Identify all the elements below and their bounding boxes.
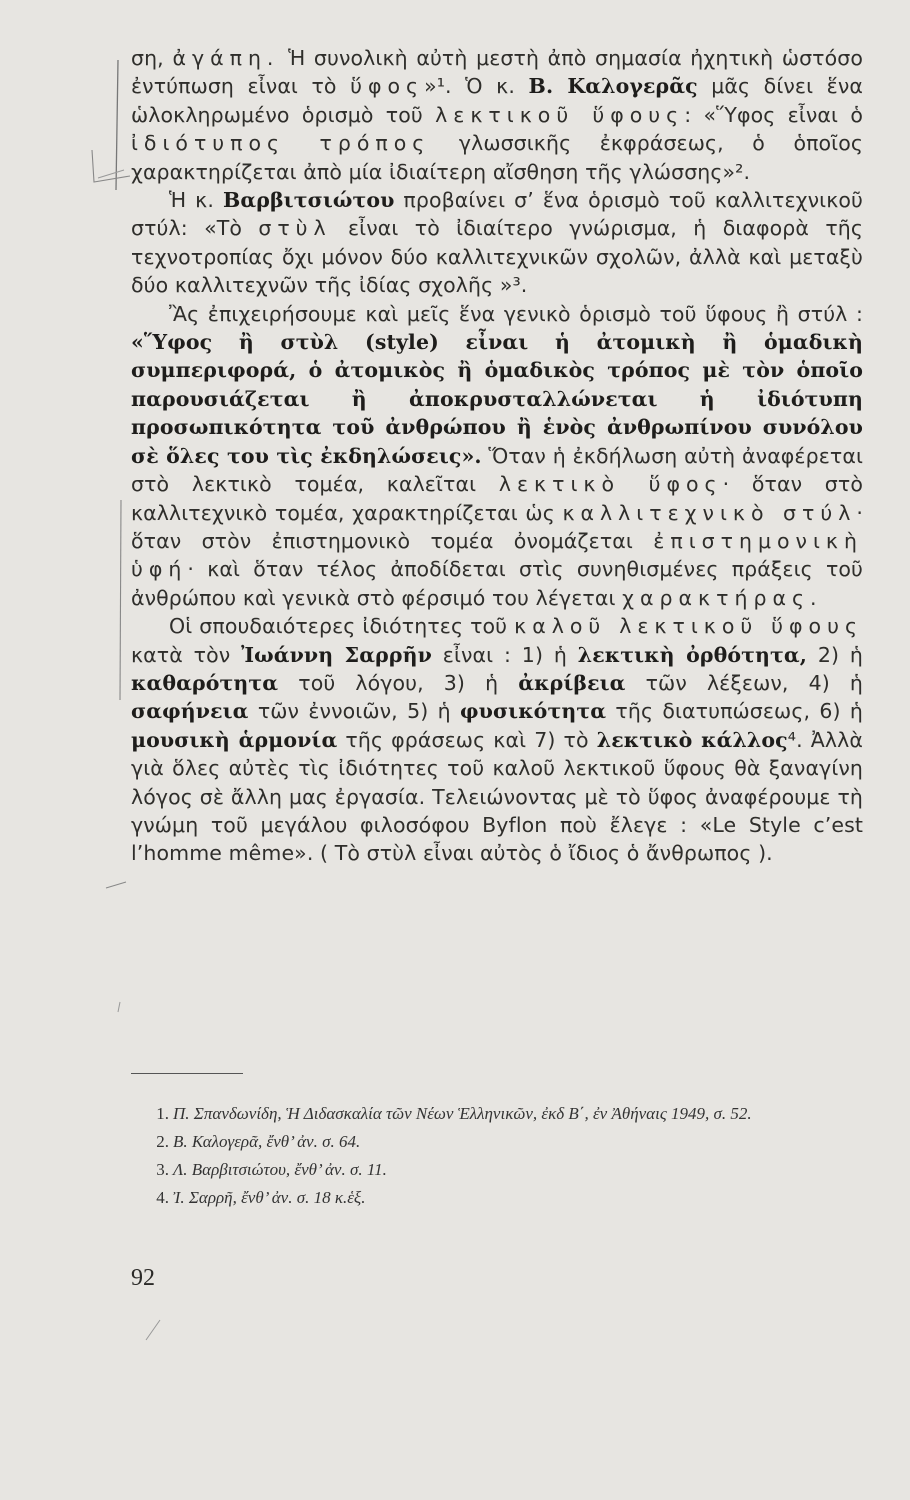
spaced-text: λεκτικοῦ ὕφους: [435, 102, 685, 127]
footnote-number: 4.: [156, 1188, 169, 1207]
text-run: προβαίνει σ’ ἕνα ὁρισμὸ τοῦ καλλιτεχνικοῦ στύλ: «Τὸ: [131, 188, 863, 241]
spaced-text: στὺλ: [258, 216, 332, 241]
footnote: [131, 1156, 863, 1184]
paragraph: [131, 300, 863, 612]
text-run: »¹. Ὁ κ.: [424, 74, 529, 99]
text-run: τῆς διατυπώσεως, 6) ἡ: [606, 699, 863, 724]
footnotes: [131, 1100, 863, 1212]
footnote-text: Π. Σπανδωνίδη, Ἡ Διδασκαλία τῶν Νέων Ἑλληνικῶν, ἐκδ Β΄, ἐν Ἀθήναις 1949, σ. 52.: [173, 1104, 752, 1123]
paragraph: [131, 186, 863, 300]
bold-text: φυσικότητα: [460, 699, 607, 724]
text-run: Ἂς ἐπιχειρήσουμε καὶ μεῖς ἕνα γενικὸ ὁρισμὸ τοῦ ὕφους ἢ στύλ :: [169, 301, 863, 326]
text-run: τῶν λέξεων, 4) ἡ: [625, 670, 863, 695]
page-number: 92: [131, 1265, 155, 1291]
text-run: κατὰ τὸν: [131, 642, 242, 667]
footnote-text: Λ. Βαρβιτσιώτου, ἔνθ’ ἀν. σ. 11.: [173, 1160, 387, 1179]
text-run: εἶναι : 1) ἡ: [431, 642, 578, 667]
text-run: Ὅταν ἡ ἐκδήλωση αὐτὴ ἀναφέρεται στὸ λεκτικὸ τομέα, καλεῖται: [131, 443, 863, 497]
bold-text: μουσικὴ ἁρμονία: [131, 727, 338, 752]
text-run: τῶν ἐννοιῶν, 5) ἡ: [248, 699, 460, 724]
text-run: 2) ἡ: [807, 642, 863, 667]
spaced-text: ὕφος: [350, 74, 425, 99]
spaced-text: χαρακτήρας: [622, 585, 811, 610]
text-run: Οἱ σπουδαιότερες ἰδιότητες τοῦ: [169, 614, 515, 639]
footnote-number: 2.: [156, 1132, 169, 1151]
text-run: Ἡ κ.: [169, 188, 223, 213]
main-text: [131, 44, 863, 868]
bold-text: σαφήνεια: [131, 699, 249, 724]
text-run: : «Ὕφος εἶναι ὁ: [684, 102, 864, 127]
bold-text: λεκτικὴ ὀρθότητα,: [577, 642, 808, 667]
bold-text: ἀκρίβεια: [518, 670, 626, 695]
bold-text: Β. Καλογερᾶς: [528, 74, 698, 99]
text-run: .: [810, 585, 817, 610]
text-run: εἶναι τὸ ἰδιαίτερο γνώρισμα, ἡ διαφορὰ τῆς τεχνοτροπίας ὄχι μόνον δύο καλλιτεχνικῶν σχολῶν, ἀλλὰ καὶ μεταξὺ δύο καλλιτεχνῶν τῆς ἰδίας σχολῆς »³.: [131, 216, 863, 298]
spaced-text: ἐπιστημονικὴ ὑφή: [131, 528, 863, 582]
footnote-number: 3.: [156, 1160, 169, 1179]
text-run: · καὶ ὅταν τέλος ἀποδίδεται στὶς συνηθισμένες πράξεις τοῦ ἀνθρώπου καὶ γενικὰ στὸ φέρσιμό του λέγεται: [131, 557, 863, 610]
footnote: [131, 1100, 863, 1128]
text-run: γλωσσικῆς ἐκφράσεως, ὁ ὁποῖος χαρακτηρίζεται ἀπὸ μία ἰδιαίτερη αἴσθηση τῆς γλώσσης»².: [131, 131, 863, 184]
spaced-text: λεκτικὸ ὕφος: [498, 472, 723, 497]
paragraph: [131, 612, 863, 868]
text-run: Ἡ συνολικὴ αὐτὴ μεστὴ ἀπὸ σημασία ἠχητικὴ ὡστόσο ἐντύπωση εἶναι τὸ: [131, 46, 863, 99]
text-run: μᾶς δίνει ἕνα ὡλοκληρωμένο ὁρισμὸ τοῦ: [131, 74, 863, 127]
text-run: τῆς φράσεως καὶ 7) τὸ: [337, 727, 597, 752]
text-run: · ὅταν στὸν ἐπιστημονικὸ τομέα ὀνομάζεται: [131, 500, 863, 553]
bold-text: λεκτικὸ κάλλος: [596, 727, 788, 752]
footnote: [131, 1184, 863, 1212]
footnote-text: Ἰ. Σαρρῆ, ἔνθ’ ἀν. σ. 18 κ.ἑξ.: [173, 1188, 366, 1207]
text-run: τοῦ λόγου, 3) ἡ: [278, 670, 519, 695]
paragraph: [131, 44, 863, 186]
text-run: ⁴. Ἀλλὰ γιὰ ὅλες αὐτὲς τὶς ἰδιότητες τοῦ καλοῦ λεκτικοῦ ὕφους θὰ ξαναγίνη λόγος σὲ ἄλλη μας ἐργασία. Τελειώνοντας μὲ τὸ ὕφος ἀναφέρουμε τὴ γνώμη τοῦ μεγάλου φιλοσόφου Byflon ποὺ ἔλεγε : «Le Style c’est l’homme même». ( Τὸ στὺλ εἶναι αὐτὸς ὁ ἴδιος ὁ ἄνθρωπος ).: [131, 727, 863, 866]
bold-text: καθαρότητα: [131, 670, 279, 695]
text-run: · ὅταν στὸ καλλιτεχνικὸ τομέα, χαρακτηρίζεται ὡς: [131, 472, 863, 525]
bold-text: «Ὕφος ἢ στὺλ (style) εἶναι ἡ ἀτομικὴ ἢ ὁμαδικὴ συμπεριφορά, ὁ ἀτομικὸς ἢ ὁμαδικὸς τρόπος μὲ τὸν ὁποῖο παρουσιάζεται ἢ ἀποκρυσταλλώνεται ἡ ἰδιότυπη προσωπικότητα τοῦ ἀνθρώπου ἢ ἑνὸς ἀνθρωπίνου συνόλου σὲ ὅλες του τὶς ἐκδηλώσεις».: [131, 330, 863, 468]
spaced-text: ἀγάπη.: [172, 46, 280, 70]
footnote-rule: [131, 1073, 243, 1074]
bold-text: Βαρβιτσιώτου: [222, 188, 395, 213]
spaced-text: καλλιτεχνικὸ στύλ: [562, 500, 857, 525]
spaced-text: ἰδιότυπος τρόπος: [131, 131, 431, 156]
text-run: ση,: [131, 46, 173, 70]
bold-text: Ἰωάννη Σαρρῆν: [241, 642, 432, 667]
footnote-text: Β. Καλογερᾶ, ἔνθ’ ἀν. σ. 64.: [173, 1132, 361, 1151]
spaced-text: καλοῦ λεκτικοῦ ὕφους: [514, 614, 863, 639]
footnote: [131, 1128, 863, 1156]
footnote-number: 1.: [156, 1104, 169, 1123]
